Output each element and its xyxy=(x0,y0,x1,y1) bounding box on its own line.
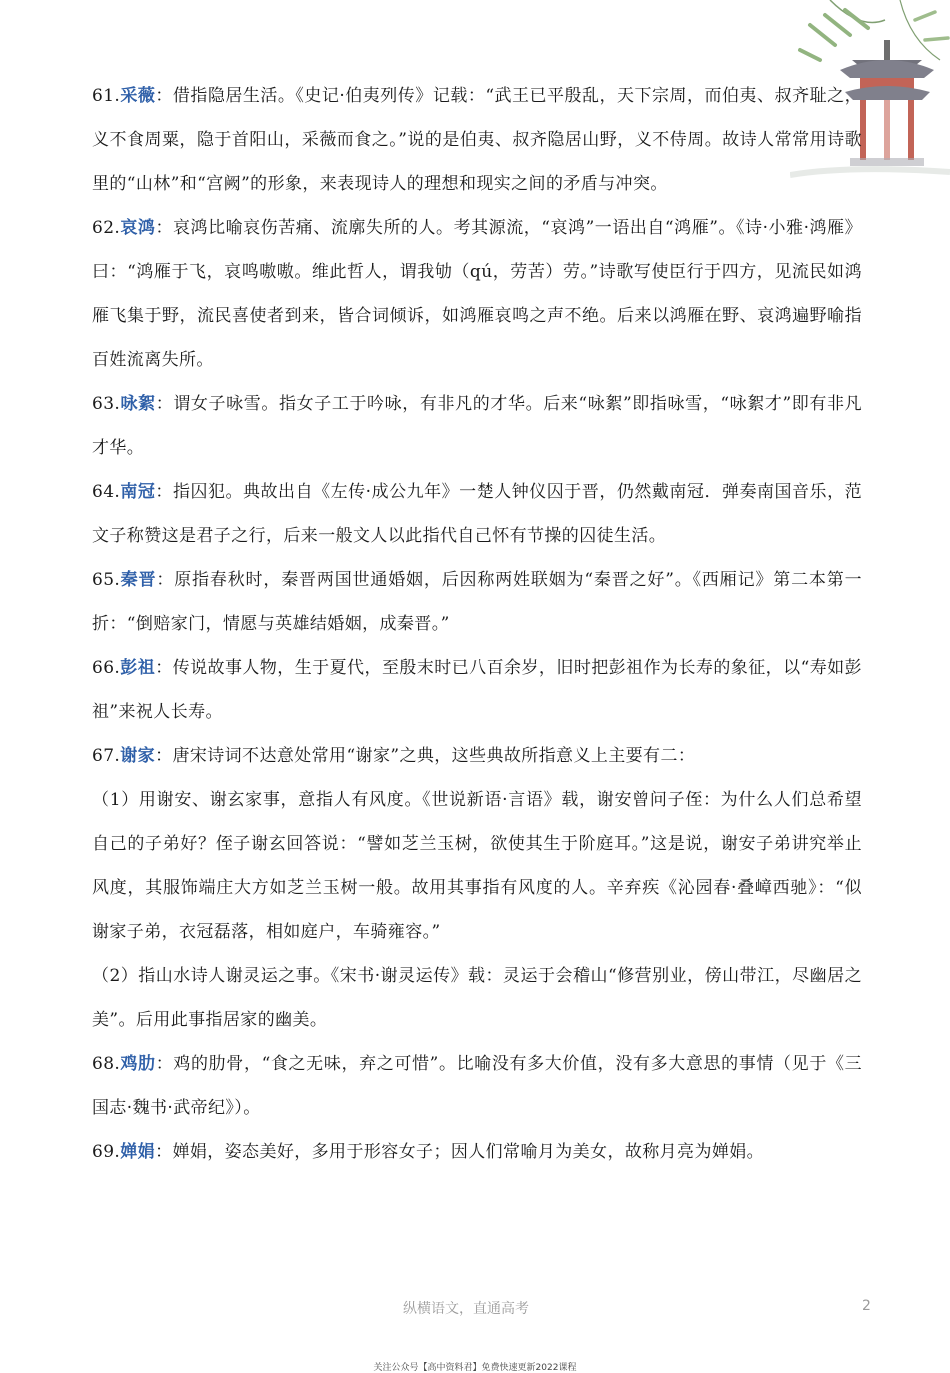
entry-62 xyxy=(92,206,862,382)
entry-number: 66. xyxy=(92,658,121,678)
entry-text: ：指囚犯。典故出自《左传·成公九年》一楚人钟仪囚于晋，仍然戴南冠．弹奏南国音乐，范文子称赞这是君子之行，后来一般文人以此指代自己怀有节操的囚徒生活。 xyxy=(92,482,862,546)
entry-number: 63. xyxy=(92,394,121,414)
entry-number: 65. xyxy=(92,570,121,590)
page-number: 2 xyxy=(862,1298,871,1314)
entry-term: 采薇 xyxy=(120,86,156,106)
entry-text: ：传说故事人物，生于夏代，至殷末时已八百余岁，旧时把彭祖作为长寿的象征，以“寿如彭祖”来祝人长寿。 xyxy=(92,658,862,722)
main-content xyxy=(92,74,862,1174)
entry-term: 彭祖 xyxy=(120,658,156,678)
entry-number: 64. xyxy=(92,482,121,502)
entry-text: ：哀鸿比喻哀伤苦痛、流廓失所的人。考其源流，“哀鸿”一语出自“鸿雁”。《诗·小雅·鸿雁》曰：“鸿雁于飞，哀鸣嗷嗷。维此哲人，谓我劬（qú，劳苦）劳。”诗歌写使臣行于四方，见流民如鸿雁飞集于野，流民喜使者到来，皆合词倾诉，如鸿雁哀鸣之声不绝。后来以鸿雁在野、哀鸿遍野喻指百姓流离失所。 xyxy=(92,218,862,370)
entry-69 xyxy=(92,1130,862,1174)
entry-61 xyxy=(92,74,862,206)
entry-number: 62. xyxy=(92,218,121,238)
entry-text: ：唐宋诗词不达意处常用“谢家”之典，这些典故所指意义上主要有二： xyxy=(155,746,696,766)
entry-67-sub-2: （2）指山水诗人谢灵运之事。《宋书·谢灵运传》载：灵运于会稽山“修营别业，傍山带江，尽幽居之美”。后用此事指居家的幽美。 xyxy=(92,966,862,1030)
entry-67-sub-1: （1）用谢安、谢玄家事，意指人有风度。《世说新语·言语》载，谢安曾问子侄：为什么人们总希望自己的子弟好？侄子谢玄回答说：“譬如芝兰玉树，欲使其生于阶庭耳。”这是说，谢安子弟讲究举止风度，其服饰端庄大方如芝兰玉树一般。故用其事指有风度的人。辛弃疾《沁园春·叠嶂西驰》：“似谢家子弟，衣冠磊落，相如庭户，车骑雍容。” xyxy=(92,790,862,942)
entry-number: 67. xyxy=(92,746,121,766)
entry-68 xyxy=(92,1042,862,1130)
entry-term: 谢家 xyxy=(120,746,156,766)
entry-65 xyxy=(92,558,862,646)
entry-66 xyxy=(92,646,862,734)
entry-63 xyxy=(92,382,862,470)
bottom-note: 关注公众号【高中资料君】免费快速更新2022课程 xyxy=(373,1363,577,1373)
entry-term: 秦晋 xyxy=(120,570,157,590)
entry-number: 69. xyxy=(92,1142,121,1162)
entry-text: ：原指春秋时，秦晋两国世通婚姻，后因称两姓联姻为“秦晋之好”。《西厢记》第二本第一折：“倒赔家门，情愿与英雄结婚姻，成秦晋。” xyxy=(92,570,862,634)
entry-term: 咏絮 xyxy=(120,394,156,414)
entry-term: 婵娟 xyxy=(120,1142,156,1162)
entry-64 xyxy=(92,470,862,558)
entry-term: 鸡肋 xyxy=(120,1054,156,1074)
entry-text: ：鸡的肋骨，“食之无味，弃之可惜”。比喻没有多大价值，没有多大意思的事情（见于《三国志·魏书·武帝纪》）。 xyxy=(92,1054,862,1118)
entry-67 xyxy=(92,734,862,778)
entry-text: ：谓女子咏雪。指女子工于吟咏，有非凡的才华。后来“咏絮”即指咏雪，“咏絮才”即有非凡才华。 xyxy=(92,394,863,458)
entry-term: 哀鸿 xyxy=(120,218,156,238)
entry-text: ：借指隐居生活。《史记·伯夷列传》记载：“武王已平殷乱，天下宗周，而伯夷、叔齐耻之，义不食周粟，隐于首阳山，采薇而食之。”说的是伯夷、叔齐隐居山野，义不侍周。故诗人常常用诗歌里的“山林”和“宫阙”的形象，来表现诗人的理想和现实之间的矛盾与冲突。 xyxy=(92,86,862,194)
entry-number: 61. xyxy=(92,86,121,106)
entry-text: ：婵娟，姿态美好，多用于形容女子；因人们常喻月为美女，故称月亮为婵娟。 xyxy=(155,1142,765,1162)
footer-slogan: 纵横语文，直通高考 xyxy=(403,1301,529,1317)
entry-number: 68. xyxy=(92,1054,121,1074)
entry-term: 南冠 xyxy=(120,482,156,502)
